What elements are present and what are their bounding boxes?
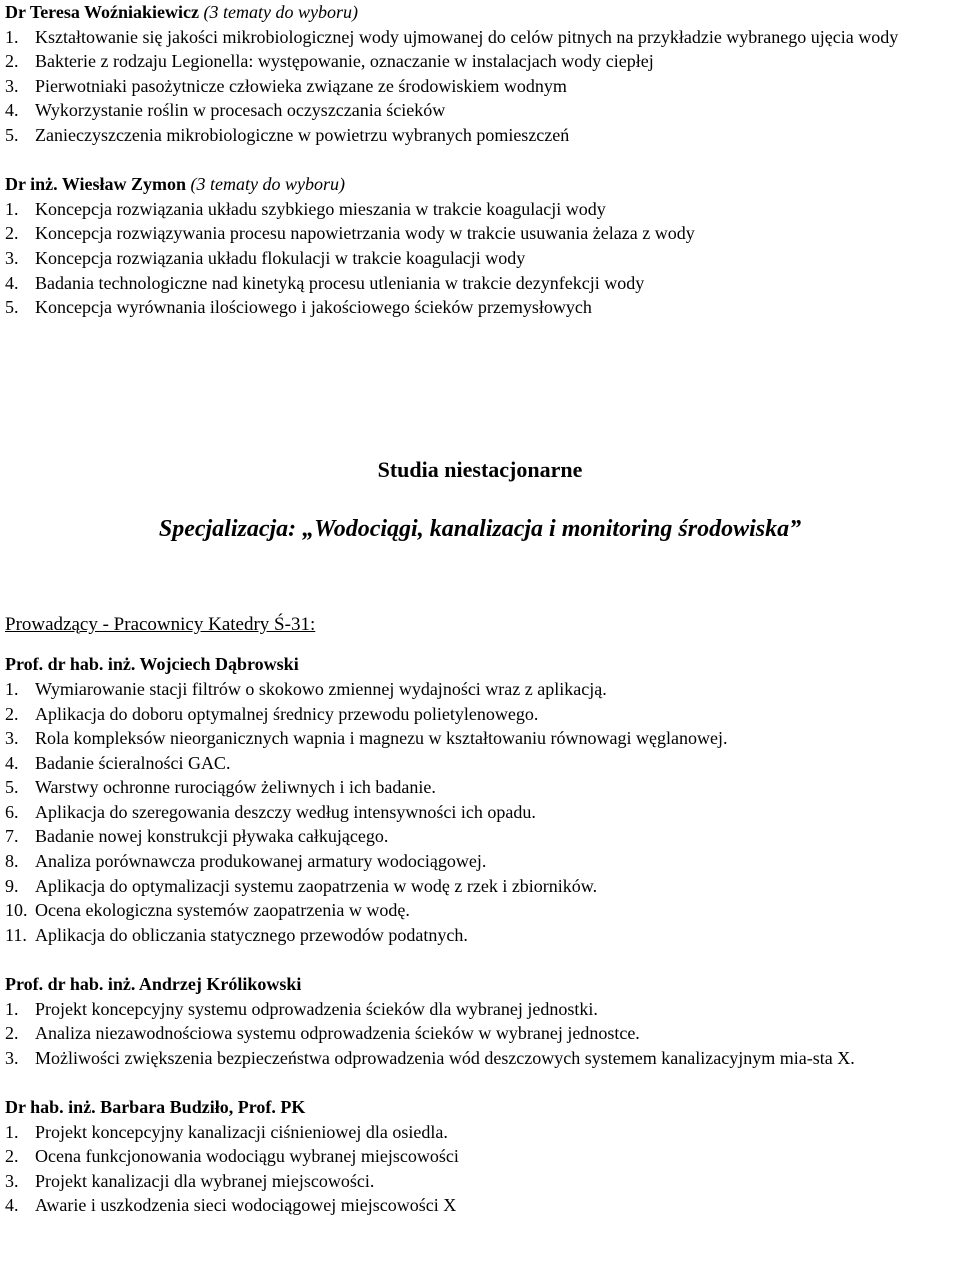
topic-text: Koncepcja rozwiązania układu flokulacji w trakcie koagulacji wody: [35, 247, 526, 268]
professor-name: Prof. dr hab. inż. Andrzej Królikowski: [5, 974, 302, 995]
topic-text: Awarie i uszkodzenia sieci wodociągowej miejscowości X: [35, 1195, 457, 1216]
topic-item: [5, 271, 955, 296]
topic-number: 7.: [5, 826, 19, 847]
topic-text: Koncepcja rozwiązywania procesu napowietrzania wody w trakcie usuwania żelaza z wody: [35, 223, 695, 244]
topic-text: Kształtowanie się jakości mikrobiologicznej wody ujmowanej do celów pitnych na przykładzie wybranego ujęcia wody: [35, 26, 899, 47]
topic-text: Koncepcja rozwiązania układu szybkiego mieszania w trakcie koagulacji wody: [35, 198, 606, 219]
topic-item: [5, 775, 955, 800]
topic-item: [5, 1046, 955, 1071]
spacer: [5, 320, 955, 456]
spacer: [5, 544, 955, 613]
topic-text: Możliwości zwiększenia bezpieczeństwa odprowadzenia wód deszczowych systemem kanalizacyjnym mia-sta X.: [35, 1047, 855, 1068]
topic-item: [5, 295, 955, 320]
topic-number: 1.: [5, 998, 19, 1019]
topic-text: Ocena ekologiczna systemów zaopatrzenia w wodę.: [35, 900, 410, 921]
topic-item: [5, 74, 955, 99]
topic-text: Projekt koncepcyjny kanalizacji ciśnieniowej dla osiedla.: [35, 1121, 448, 1142]
topic-number: 11.: [5, 924, 27, 945]
leaders-heading: Prowadzący - Pracownicy Katedry Ś-31:: [5, 613, 316, 635]
supervisor-heading: [5, 0, 955, 25]
topic-number: 3.: [5, 1047, 19, 1068]
topic-text: Analiza porównawcza produkowanej armatury wodociągowej.: [35, 851, 487, 872]
topic-text: Projekt koncepcyjny systemu odprowadzenia ścieków dla wybranej jednostki.: [35, 998, 598, 1019]
topic-text: Ocena funkcjonowania wodociągu wybranej miejscowości: [35, 1146, 459, 1167]
topic-item: [5, 874, 955, 899]
professor-name: Prof. dr hab. inż. Wojciech Dąbrowski: [5, 654, 299, 675]
topic-number: 1.: [5, 1121, 19, 1142]
topic-number: 9.: [5, 875, 19, 896]
topic-item: [5, 1169, 955, 1194]
topic-number: 3.: [5, 1170, 19, 1191]
topic-item: [5, 923, 955, 948]
topic-item: [5, 751, 955, 776]
topic-item: [5, 1120, 955, 1145]
topic-item: [5, 246, 955, 271]
topic-number: 5.: [5, 777, 19, 798]
topic-item: [5, 726, 955, 751]
topic-item: [5, 1021, 955, 1046]
topic-item: [5, 197, 955, 222]
supervisor-name: Dr inż. Wiesław Zymon: [5, 174, 187, 195]
topic-item: [5, 1193, 955, 1218]
topic-number: 1.: [5, 26, 19, 47]
spacer: [5, 148, 955, 173]
topic-item: [5, 1144, 955, 1169]
topic-item: [5, 677, 955, 702]
topic-item: [5, 800, 955, 825]
spacer: [5, 947, 955, 972]
topic-number: 3.: [5, 728, 19, 749]
topic-text: Rola kompleksów nieorganicznych wapnia i magnezu w kształtowaniu równowagi węglanowej.: [35, 728, 728, 749]
topic-number: 2.: [5, 223, 19, 244]
topic-text: Projekt kanalizacji dla wybranej miejscowości.: [35, 1170, 375, 1191]
topic-number: 1.: [5, 678, 19, 699]
studies-title: Studia niestacjonarne: [377, 456, 583, 482]
topic-number: 3.: [5, 247, 19, 268]
topic-text: Warstwy ochronne rurociągów żeliwnych i ich badanie.: [35, 777, 436, 798]
supervisor-name: Dr Teresa Woźniakiewicz: [5, 2, 200, 22]
topic-text: Badanie nowej konstrukcji pływaka całkującego.: [35, 826, 389, 847]
topic-item: [5, 49, 955, 74]
topic-number: 4.: [5, 100, 19, 121]
topic-text: Wymiarowanie stacji filtrów o skokowo zmiennej wydajności wraz z aplikacją.: [35, 678, 607, 699]
topic-item: [5, 997, 955, 1022]
topic-text: Zanieczyszczenia mikrobiologiczne w powietrzu wybranych pomieszczeń: [35, 124, 570, 145]
professor-name: Dr hab. inż. Barbara Budziło, Prof. PK: [5, 1097, 306, 1117]
supervisor-note: (3 tematy do wyboru): [203, 2, 358, 22]
topic-number: 8.: [5, 851, 19, 872]
topic-text: Bakterie z rodzaju Legionella: występowanie, oznaczanie w instalacjach wody ciepłej: [35, 51, 654, 72]
topic-item: [5, 123, 955, 148]
topic-number: 10.: [5, 900, 28, 921]
topic-item: [5, 702, 955, 727]
topic-item: [5, 221, 955, 246]
topic-item: [5, 849, 955, 874]
topic-number: 2.: [5, 51, 19, 72]
supervisor-heading: [5, 172, 955, 197]
topic-item: [5, 25, 955, 50]
topic-text: Badanie ścieralności GAC.: [35, 752, 231, 773]
topic-text: Aplikacja do szeregowania deszczy według intensywności ich opadu.: [35, 801, 536, 822]
topic-number: 2.: [5, 703, 19, 724]
spacer: [5, 1070, 955, 1095]
topic-item: [5, 898, 955, 923]
spacer: [5, 484, 955, 514]
document-page: [5, 0, 955, 1218]
topic-number: 5.: [5, 124, 19, 145]
topic-text: Aplikacja do doboru optymalnej średnicy przewodu polietylenowego.: [35, 703, 539, 724]
specialization-heading: Specjalizacja: „Wodociągi, kanalizacja i monitoring środowiska”: [158, 515, 802, 542]
topic-number: 6.: [5, 801, 19, 822]
spacer: [5, 637, 955, 652]
topic-number: 4.: [5, 1195, 19, 1216]
topic-number: 4.: [5, 752, 19, 773]
topic-text: Koncepcja wyrównania ilościowego i jakościowego ścieków przemysłowych: [35, 297, 592, 318]
topic-text: Aplikacja do obliczania statycznego przewodów podatnych.: [35, 924, 468, 945]
topic-number: 3.: [5, 75, 19, 96]
topic-text: Aplikacja do optymalizacji systemu zaopatrzenia w wodę z rzek i zbiorników.: [35, 875, 598, 896]
topic-item: [5, 98, 955, 123]
topic-number: 4.: [5, 272, 19, 293]
topic-text: Analiza niezawodnościowa systemu odprowadzenia ścieków w wybranej jednostce.: [35, 1023, 640, 1044]
topic-item: [5, 824, 955, 849]
topic-text: Pierwotniaki pasożytnicze człowieka związane ze środowiskiem wodnym: [35, 75, 567, 96]
topic-number: 2.: [5, 1146, 19, 1167]
topic-text: Wykorzystanie roślin w procesach oczyszczania ścieków: [35, 100, 446, 121]
topic-number: 2.: [5, 1023, 19, 1044]
topic-number: 5.: [5, 297, 19, 318]
topic-number: 1.: [5, 198, 19, 219]
topic-text: Badania technologiczne nad kinetyką procesu utleniania w trakcie dezynfekcji wody: [35, 272, 645, 293]
supervisor-note: (3 tematy do wyboru): [190, 174, 345, 195]
